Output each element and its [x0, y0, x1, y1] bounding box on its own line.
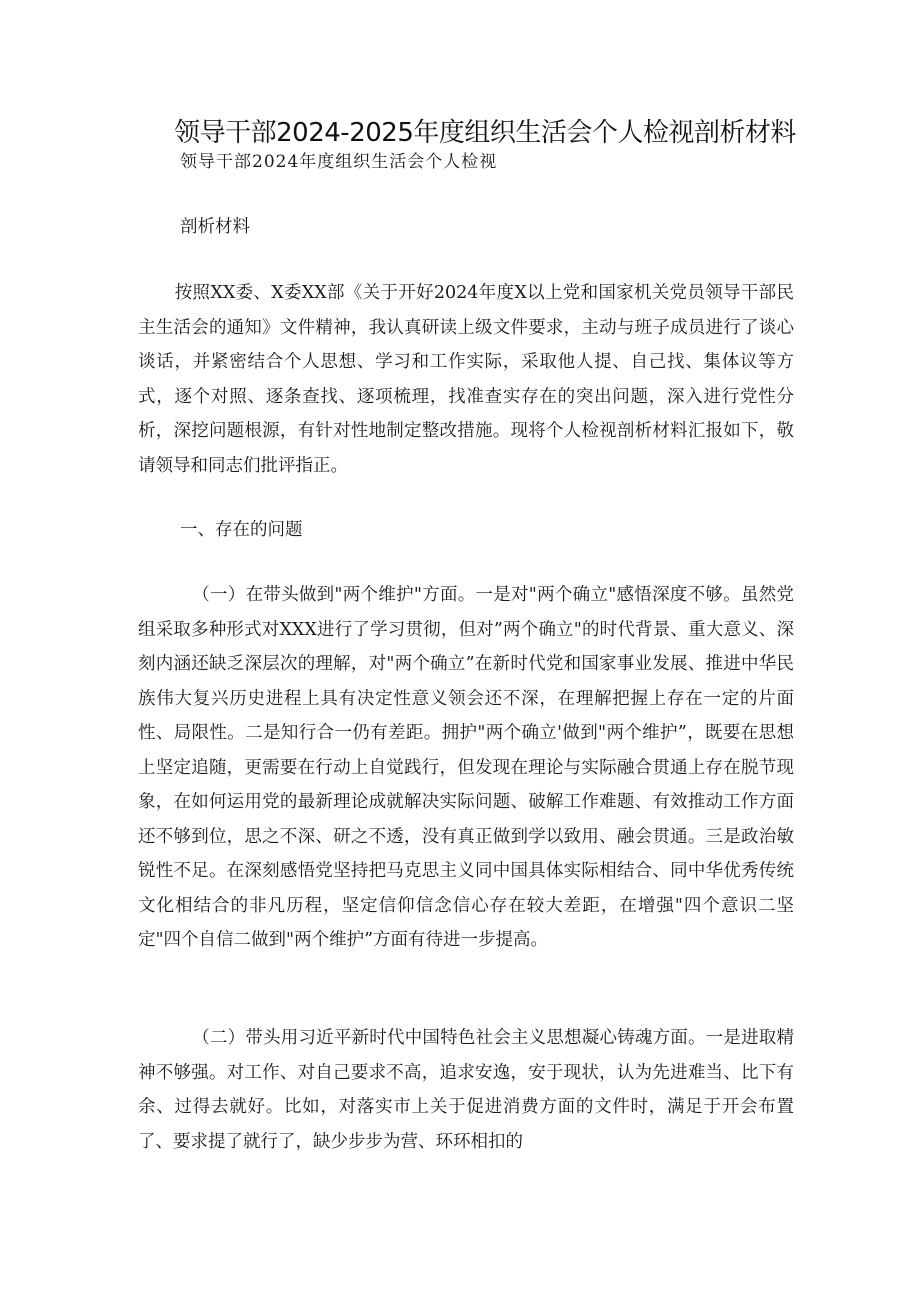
problem-item-2: （二）带头用习近平新时代中国特色社会主义思想凝心铸魂方面。一是进取精神不够强。对工作、对自己要求不高，追求安逸，安于现状，认为先进难当、比下有余、过得去就好。比如，对落实市上关于促进消费方面的文件时，满足于开会布置了、要求提了就行了，缺少步步为营、环环相扣的	[138, 1028, 794, 1152]
subtitle-continuation: 剖析材料	[180, 217, 250, 237]
document-title: 领导干部2024-2025年度组织生活会个人检视剖析材料	[174, 118, 796, 148]
problem-item-1: （一）在带头做到"两个维护"方面。一是对"两个确立"感悟深度不够。虽然党组采取多种形式对XXX进行了学习贯彻，但对”两个确立"的时代背景、重大意义、深刻内涵还缺乏深层次的理解，对"两个确立”在新时代党和国家事业发展、推进中华民族伟大复兴历史进程上具有决定性意义领会还不深，在理解把握上存在一定的片面性、局限性。二是知行合一仍有差距。拥护"两个确立'做到"两个维护”，既要在思想上坚定追随，更需要在行动上自觉践行，但发现在理论与实际融合贯通上存在脱节现象，在如何运用党的最新理论成就解决实际问题、破解工作难题、有效推动工作方面还不够到位，思之不深、研之不透，没有真正做到学以致用、融会贯通。三是政治敏锐性不足。在深刻感悟党坚持把马克思主义同中国具体实际相结合、同中华优秀传统文化相结合的非凡历程，坚定信仰信念信心存在较大差距，在增强"四个意识二坚定"四个自信二做到"两个维护”方面有待进一步提高。	[138, 585, 794, 950]
document-subtitle: 领导干部2024年度组织生活会个人检视	[180, 152, 498, 172]
section-heading-problems: 一、存在的问题	[180, 520, 303, 540]
intro-paragraph: 按照XX委、X委XX部《关于开好2024年度X以上党和国家机关党员领导干部民主生活会的通知》文件精神，我认真研读上级文件要求，主动与班子成员进行了谈心谈话，并紧密结合个人思想、学习和工作实际，采取他人提、自己找、集体议等方式，逐个对照、逐条查找、逐项梳理，找准查实存在的突出问题，深入进行党性分析，深挖问题根源，有针对性地制定整改措施。现将个人检视剖析材料汇报如下，敬请领导和同志们批评指正。	[138, 283, 794, 476]
